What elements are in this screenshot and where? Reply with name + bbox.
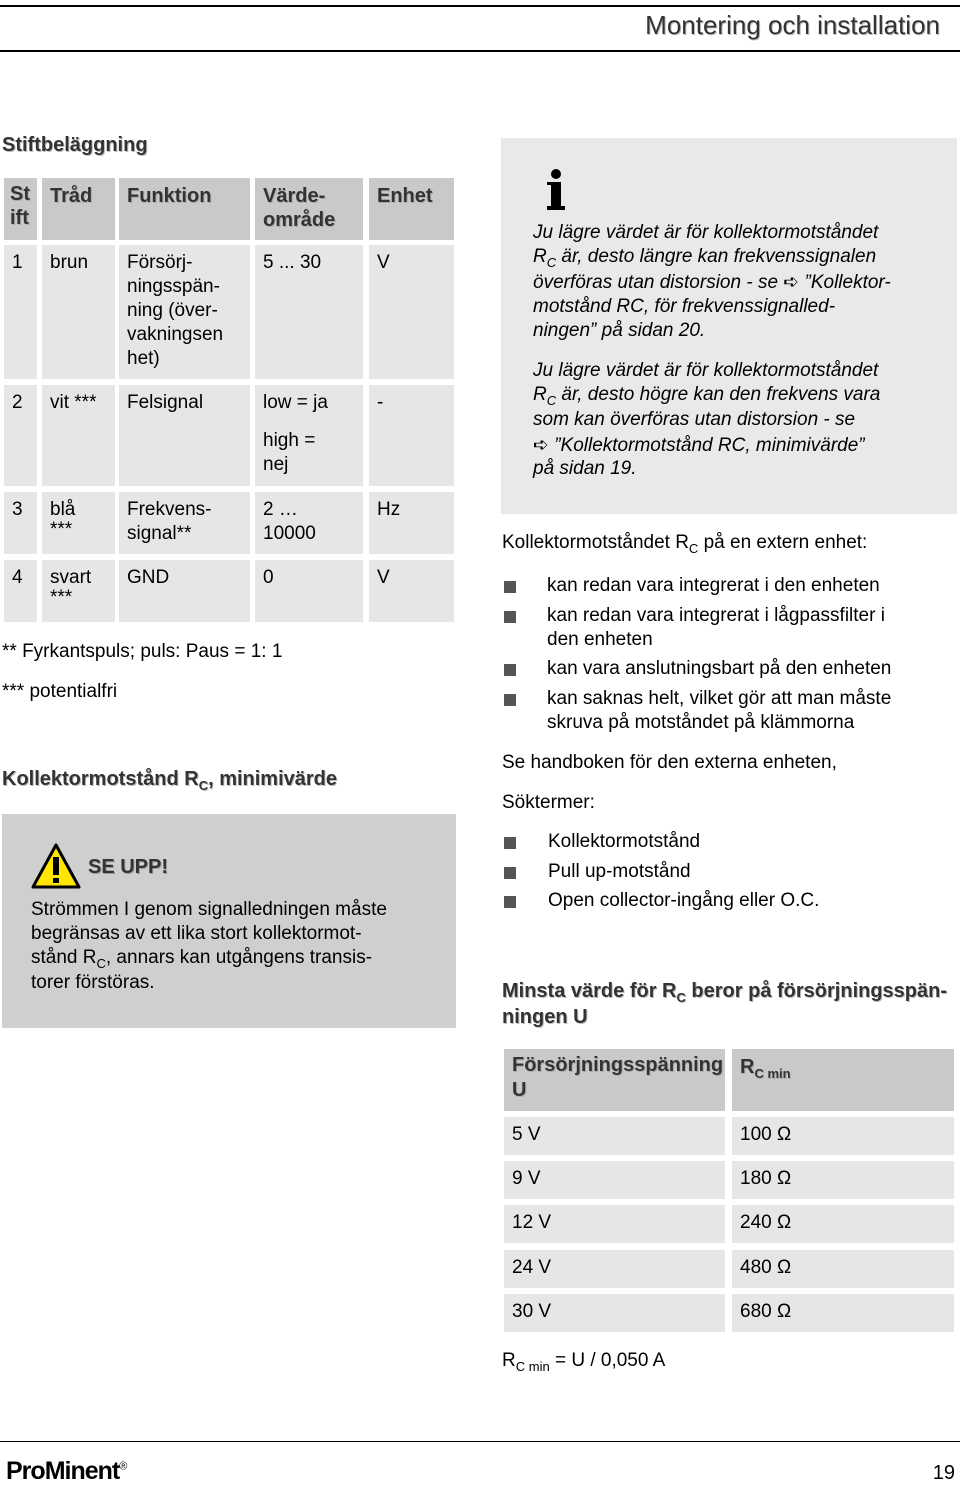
col-stift-line2: ift bbox=[10, 207, 29, 229]
info-icon bbox=[544, 168, 568, 214]
heading-sub: C bbox=[676, 990, 686, 1005]
min-section-heading bbox=[2, 768, 337, 793]
table-row-r: 680 Ω bbox=[732, 1294, 954, 1332]
col-varde-line2: område bbox=[263, 209, 336, 231]
intro-sub: C bbox=[688, 540, 699, 556]
pin-col-varde bbox=[255, 178, 363, 240]
table-row-4-varde: 0 bbox=[255, 560, 363, 622]
header-bottom-rule bbox=[0, 50, 960, 52]
table-row-u: 12 V bbox=[504, 1205, 725, 1243]
table-row-3-funktion bbox=[119, 492, 250, 554]
heading-text: beror på försörjningsspän- bbox=[685, 980, 948, 1002]
caution-line-1: Strömmen I genom signalledningen måste bbox=[31, 899, 387, 920]
pin-col-funktion: Funktion bbox=[119, 178, 250, 240]
intro-text: Kollektormotståndet R bbox=[502, 532, 689, 553]
table-row-u: 30 V bbox=[504, 1294, 725, 1332]
pin-col-enhet: Enhet bbox=[369, 178, 454, 240]
pin-col-trad: Tråd bbox=[42, 178, 115, 240]
bullet-square-icon bbox=[504, 896, 516, 908]
bullet-square-icon bbox=[504, 837, 516, 849]
info-text: är, desto högre kan den frekvens vara bbox=[556, 384, 881, 405]
table-row-r: 480 Ω bbox=[732, 1250, 954, 1288]
varde-line: nej bbox=[263, 454, 289, 475]
varde-line: low = ja bbox=[263, 392, 328, 413]
info-sub: C bbox=[546, 392, 557, 408]
caution-text: , annars kan utgångens transis- bbox=[105, 947, 373, 968]
table-row-2-varde bbox=[255, 385, 363, 486]
info-text: ”Kollektormotstånd RC, minimivärde” bbox=[548, 435, 865, 456]
logo-pro: Pro bbox=[6, 1457, 45, 1485]
external-bullet-4-line-1: kan saknas helt, vilket gör att man måste bbox=[547, 688, 892, 709]
funktion-line: signal** bbox=[127, 523, 192, 544]
funktion-line: vakningsen bbox=[127, 324, 224, 345]
table-row-2-trad: vit *** bbox=[42, 385, 115, 486]
table-row-1-trad: brun bbox=[42, 245, 115, 379]
table-row-3-enhet: Hz bbox=[369, 492, 454, 554]
table-row-r: 100 Ω bbox=[732, 1117, 954, 1155]
caution-sub: C bbox=[96, 955, 106, 971]
varde-line: 10000 bbox=[263, 523, 316, 544]
col-rc-sub: C min bbox=[754, 1066, 791, 1081]
caution-line-2: begränsas av ett lika stort kollektormot- bbox=[31, 923, 362, 944]
handbook-text: Se handboken för den externa enheten, bbox=[502, 752, 837, 773]
trad-line: *** bbox=[50, 519, 73, 540]
table-row-3-stift: 3 bbox=[4, 492, 37, 554]
min-col-rcmin bbox=[732, 1049, 954, 1111]
table-row-1-stift: 1 bbox=[4, 245, 37, 379]
logo-minent: Minent bbox=[44, 1457, 120, 1485]
funktion-line: het) bbox=[127, 348, 160, 369]
header-top-rule bbox=[0, 5, 960, 7]
table-row-u: 24 V bbox=[504, 1250, 725, 1288]
prominent-logo bbox=[6, 1457, 126, 1486]
external-bullet-2-line-1: kan redan vara integrerat i lågpassfilter i bbox=[547, 605, 885, 626]
info-p2-line-4 bbox=[533, 434, 865, 457]
caution-line-4: torer förstöras. bbox=[31, 972, 155, 993]
external-bullet-2-line-2: den enheten bbox=[547, 629, 653, 650]
table-row-3-varde bbox=[255, 492, 363, 554]
info-p1-line-5: ningen” på sidan 20. bbox=[533, 320, 706, 341]
table-row-2-stift: 2 bbox=[4, 385, 37, 486]
table-row-r: 240 Ω bbox=[732, 1205, 954, 1243]
rc-formula bbox=[502, 1350, 665, 1374]
heading-text: Kollektormotstånd R bbox=[2, 768, 199, 790]
caution-label: SE UPP! bbox=[88, 856, 169, 878]
bullet-square-icon bbox=[504, 611, 516, 623]
table-row-4-trad bbox=[42, 560, 115, 622]
search-term-3: Open collector-ingång eller O.C. bbox=[548, 890, 820, 911]
table-row-u: 5 V bbox=[504, 1117, 725, 1155]
search-term-1: Kollektormotstånd bbox=[548, 831, 701, 852]
arrow-right-icon: ➪ bbox=[783, 272, 800, 293]
varde-line: high = bbox=[263, 430, 316, 451]
col-varde-line1: Värde- bbox=[263, 185, 326, 207]
info-p2-line-1: Ju lägre värdet är för kollektormotståndet bbox=[533, 360, 879, 381]
caution-text: stånd R bbox=[31, 947, 97, 968]
table-row-3-trad bbox=[42, 492, 115, 554]
table-row-4-enhet: V bbox=[369, 560, 454, 622]
search-label: Söktermer: bbox=[502, 792, 595, 813]
funktion-line: Försörj- bbox=[127, 252, 193, 273]
table-row-1-funktion bbox=[119, 245, 250, 379]
bullet-square-icon bbox=[504, 664, 516, 676]
external-intro bbox=[502, 532, 867, 556]
table-row-2-enhet: - bbox=[369, 385, 454, 486]
info-text: R bbox=[533, 384, 547, 405]
bullet-square-icon bbox=[504, 694, 516, 706]
pin-col-stift bbox=[4, 178, 37, 240]
formula-text: = U / 0,050 A bbox=[549, 1350, 666, 1371]
funktion-line: ning (över- bbox=[127, 300, 218, 321]
info-p1-line-4: motstånd RC, för frekvenssignalled- bbox=[533, 296, 836, 317]
search-term-2: Pull up-motstånd bbox=[548, 861, 691, 882]
external-bullet-3: kan vara anslutningsbart på den enheten bbox=[547, 658, 892, 679]
funktion-line: ningsspän- bbox=[127, 276, 220, 297]
min-table-heading-line-1 bbox=[502, 980, 947, 1005]
formula-sub: C min bbox=[515, 1358, 550, 1374]
footnote-pulse: ** Fyrkantspuls; puls: Paus = 1: 1 bbox=[2, 641, 283, 662]
min-col-voltage bbox=[504, 1049, 725, 1111]
table-row-r: 180 Ω bbox=[732, 1161, 954, 1199]
external-bullet-1: kan redan vara integrerat i den enheten bbox=[547, 575, 880, 596]
footer-rule bbox=[0, 1441, 960, 1442]
caution-line-3 bbox=[31, 947, 372, 971]
table-row-4-funktion: GND bbox=[119, 560, 250, 622]
info-p2-line-2 bbox=[533, 384, 880, 408]
table-row-u: 9 V bbox=[504, 1161, 725, 1199]
heading-text: , minimivärde bbox=[208, 768, 338, 790]
warning-triangle-icon bbox=[31, 843, 81, 889]
table-row-1-varde: 5 ... 30 bbox=[255, 245, 363, 379]
min-table-heading-line-2: ningen U bbox=[502, 1006, 588, 1028]
table-row-4-stift: 4 bbox=[4, 560, 37, 622]
info-text: R bbox=[533, 246, 547, 267]
page-number: 19 bbox=[932, 1462, 955, 1484]
col-voltage-line: Försörjningsspänning bbox=[512, 1054, 724, 1076]
heading-sub: C bbox=[198, 778, 209, 793]
bullet-square-icon bbox=[504, 581, 516, 593]
info-sub: C bbox=[546, 254, 557, 270]
page-header-title: Montering och installation bbox=[645, 10, 940, 40]
info-p1-line-1: Ju lägre värdet är för kollektormotståndet bbox=[533, 222, 879, 243]
table-row-1-enhet: V bbox=[369, 245, 454, 379]
table-row-2-funktion: Felsignal bbox=[119, 385, 250, 486]
external-bullet-4-line-2: skruva på motståndet på klämmorna bbox=[547, 712, 855, 733]
footnote-potentialfri: *** potentialfri bbox=[2, 681, 118, 702]
heading-text: Minsta värde för R bbox=[502, 980, 677, 1002]
info-text: är, desto längre kan frekvenssignalen bbox=[556, 246, 877, 267]
info-p2-line-5: på sidan 19. bbox=[533, 458, 637, 479]
info-p1-line-2 bbox=[533, 246, 876, 270]
varde-spacer bbox=[263, 415, 355, 429]
info-p1-line-3 bbox=[533, 271, 891, 294]
logo-reg: ® bbox=[119, 1460, 127, 1473]
info-p2-line-3: som kan överföras utan distorsion - se bbox=[533, 409, 856, 430]
info-text: överföras utan distorsion - se bbox=[533, 272, 784, 293]
intro-text: på en extern enhet: bbox=[698, 532, 868, 553]
trad-line: *** bbox=[50, 587, 73, 608]
varde-line: 2 … bbox=[263, 499, 298, 520]
bullet-square-icon bbox=[504, 867, 516, 879]
trad-line: svart bbox=[50, 567, 92, 588]
info-text: ”Kollektor- bbox=[799, 272, 891, 293]
arrow-right-icon: ➪ bbox=[533, 435, 549, 456]
col-voltage-line: U bbox=[512, 1079, 527, 1101]
formula-text: R bbox=[502, 1350, 516, 1371]
col-stift-line1: St bbox=[10, 183, 30, 205]
pin-section-heading: Stiftbeläggning bbox=[2, 134, 148, 156]
trad-line: blå bbox=[50, 499, 76, 520]
col-rc-text: R bbox=[740, 1056, 755, 1078]
funktion-line: Frekvens- bbox=[127, 499, 212, 520]
